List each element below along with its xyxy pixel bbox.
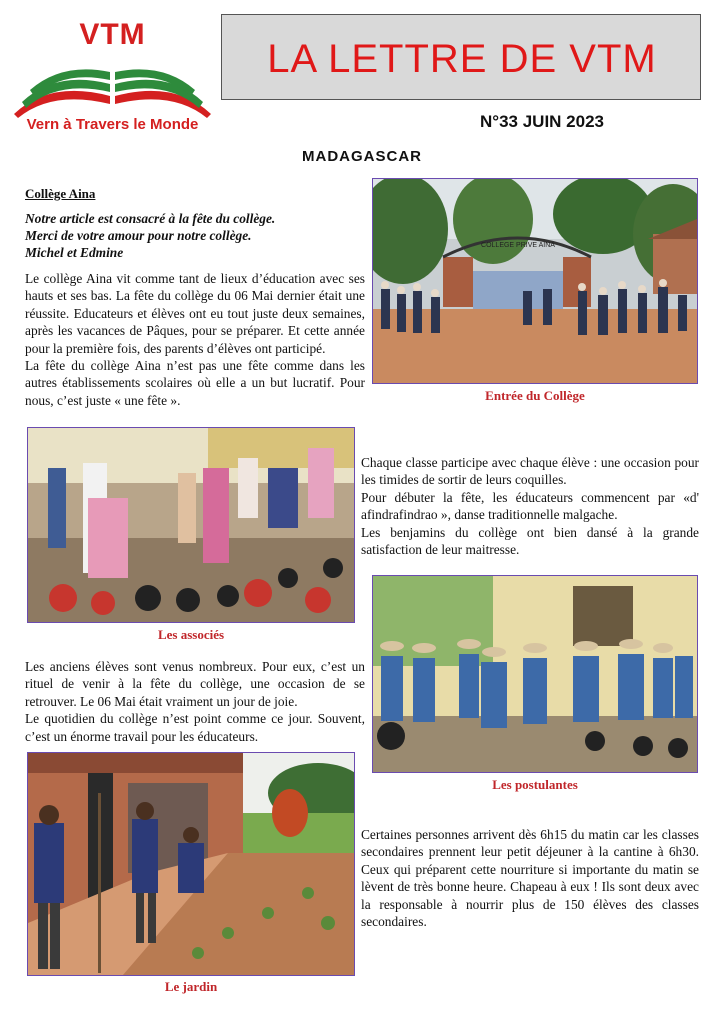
issue-number: N°33 JUIN 2023 — [480, 112, 604, 131]
paragraph: Le quotidien du collège n’est point comme ce jour. Souvent, c’est un énorme travail pour les éducateurs. — [25, 711, 365, 744]
photo-associates — [27, 427, 355, 623]
photo-caption: Entrée du Collège — [485, 388, 585, 403]
newsletter-banner — [221, 14, 701, 100]
open-book-icon — [10, 52, 215, 118]
paragraph: Les anciens élèves sont venus nombreux. Pour eux, c’est un rituel de venir à la fête du collège, une occasion de se retrouver. Le 06 Mai était vraiment un jour de joie. — [25, 659, 365, 709]
paragraph: Certaines personnes arrivent dès 6h15 du matin car les classes secondaires prennent leur petit déjeuner à la cantine à 6h30. Ceux qui préparent cette nourriture si importante du matin se lèvent de très bonne heure. Chapeau à eux ! Ils sont deux avec la responsable à nourrir plus de 150 élèves des classes secondaires. — [361, 827, 699, 930]
logo-tagline: Vern à Travers le Monde — [26, 116, 199, 133]
photo-caption: Les postulantes — [492, 777, 578, 792]
gate-sign: COLLEGE PRIVE AINA — [481, 242, 555, 249]
vtm-logo — [10, 18, 215, 138]
article-intro — [25, 210, 365, 261]
country-heading: MADAGASCAR — [302, 148, 422, 165]
paragraph-block-2 — [361, 454, 699, 558]
photo-postulants — [372, 575, 698, 773]
paragraph: Le collège Aina vit comme tant de lieux d’éducation avec ses hauts et ses bas. La fête du collège du 06 Mai dernier était une réussite. Educateurs et élèves ont eu tout juste deux semaines, après les vacances de Pâques, pour se préparer. Et cette année pour la première fois, des parents d’élèves ont participé. — [25, 271, 365, 356]
intro-signature: Michel et Edmine — [25, 245, 124, 260]
newsletter-title: LA LETTRE DE VTM — [267, 37, 657, 81]
intro-line: Merci de votre amour pour notre collège. — [25, 228, 252, 243]
photo-caption: Le jardin — [164, 979, 218, 994]
intro-line: Notre article est consacré à la fête du collège. — [25, 211, 276, 226]
paragraph-block-1 — [25, 270, 365, 409]
article-heading: Collège Aina — [25, 186, 96, 201]
paragraph: Chaque classe participe avec chaque élève : une occasion pour les timides de sortir de leurs coquilles. — [361, 455, 699, 488]
paragraph-block-4 — [361, 826, 699, 930]
logo-wordmark: VTM — [79, 18, 146, 51]
paragraph: Pour débuter la fête, les éducateurs commencent par «d' afindrafindrao », danse traditionnelle malgache. — [361, 489, 699, 523]
photo-college-entrance — [372, 178, 698, 384]
paragraph-block-3 — [25, 658, 365, 745]
paragraph: Les benjamins du collège ont bien dansé à la grande satisfaction de leur maitresse. — [361, 524, 699, 558]
photo-caption: Les associés — [157, 627, 225, 642]
paragraph: La fête du collège Aina n’est pas une fête comme dans les autres établissements scolaires où elle a un but lucratif. Pour nous, c’est juste « une fête ». — [25, 358, 365, 408]
photo-garden — [27, 752, 355, 976]
